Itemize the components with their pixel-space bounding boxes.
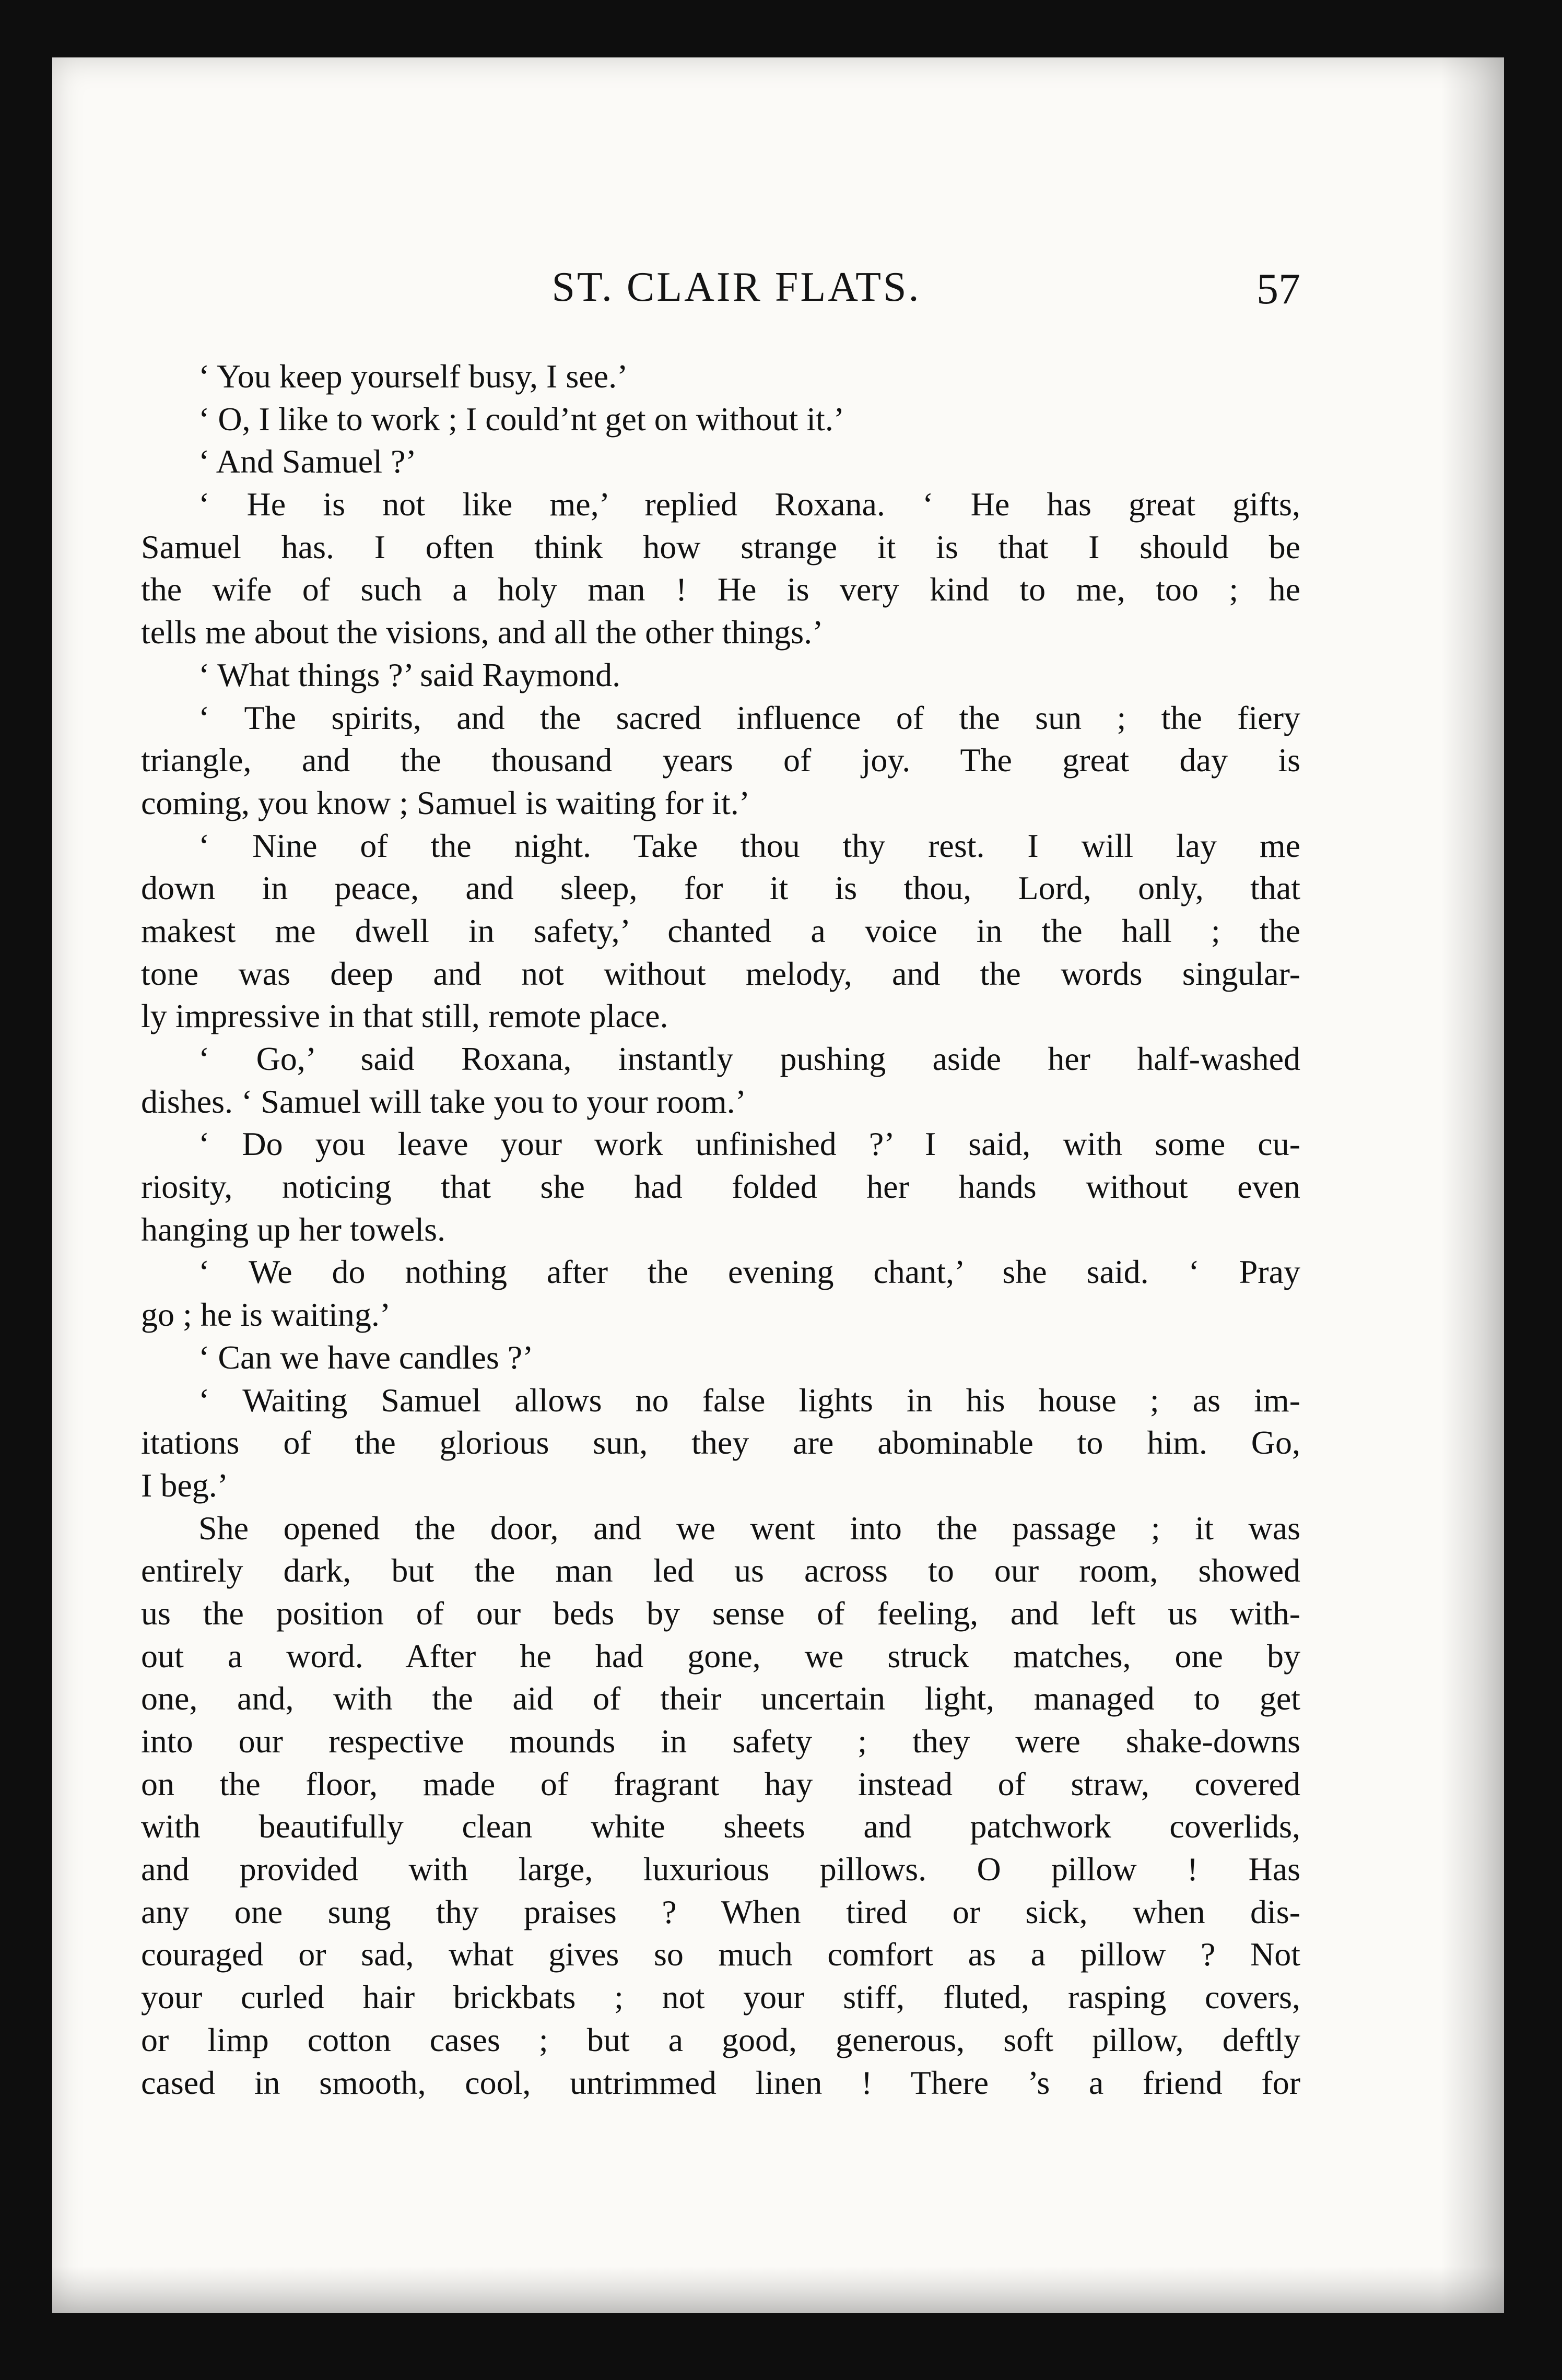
book-page [52, 57, 1504, 2313]
text-line: ‘ Nine of the night. Take thou thy rest. I will lay me [198, 827, 1300, 864]
text-line: with beautifully clean white sheets and patchwork coverlids, [141, 1808, 1300, 1845]
text-line: ‘ You keep yourself busy, I see.’ [198, 358, 628, 395]
text-line: triangle, and the thousand years of joy. The great day is [141, 741, 1300, 779]
body-text [141, 355, 1300, 2104]
text-line: hanging up her towels. [141, 1210, 445, 1248]
page-edge-shadow-right [1441, 57, 1504, 2313]
text-line: ‘ O, I like to work ; I could’nt get on without it.’ [198, 400, 845, 438]
text-line: ‘ We do nothing after the evening chant,’ she said. ‘ Pray [198, 1253, 1300, 1291]
text-line: ‘ Can we have candles ?’ [198, 1338, 534, 1376]
text-line: cased in smooth, cool, untrimmed linen ! There ’s a friend for [141, 2064, 1300, 2101]
text-line: go ; he is waiting.’ [141, 1296, 391, 1334]
text-line: into our respective mounds in safety ; they were shake-downs [141, 1723, 1300, 1760]
text-line: down in peace, and sleep, for it is thou, Lord, only, that [141, 869, 1300, 907]
text-line: dishes. ‘ Samuel will take you to your room.’ [141, 1082, 746, 1120]
text-line: ‘ Waiting Samuel allows no false lights in his house ; as im- [198, 1381, 1300, 1419]
text-line: tone was deep and not without melody, and the words singular- [141, 955, 1300, 992]
running-title: ST. CLAIR FLATS. [551, 264, 921, 310]
page-header [172, 264, 1300, 326]
text-line: ‘ Go,’ said Roxana, instantly pushing aside her half-washed [198, 1040, 1300, 1077]
text-line: any one sung thy praises ? When tired or sick, when dis- [141, 1893, 1300, 1930]
text-line: and provided with large, luxurious pillows. O pillow ! Has [141, 1851, 1300, 1888]
text-line: ly impressive in that still, remote place. [141, 997, 668, 1035]
text-line: or limp cotton cases ; but a good, generous, soft pillow, deftly [141, 2021, 1300, 2058]
text-line: She opened the door, and we went into the passage ; it was [198, 1509, 1300, 1547]
text-line: makest me dwell in safety,’ chanted a voice in the hall ; the [141, 912, 1300, 949]
text-line: ‘ What things ?’ said Raymond. [198, 656, 621, 693]
text-line: on the floor, made of fragrant hay instead of straw, covered [141, 1765, 1300, 1802]
text-line: itations of the glorious sun, they are abominable to him. Go, [141, 1424, 1300, 1462]
text-line: one, and, with the aid of their uncertain light, managed to get [141, 1680, 1300, 1717]
text-line: entirely dark, but the man led us across to our room, showed [141, 1552, 1300, 1589]
text-line: ‘ He is not like me,’ replied Roxana. ‘ He has great gifts, [198, 486, 1300, 523]
text-line: coming, you know ; Samuel is waiting for it.’ [141, 784, 750, 821]
text-line: out a word. After he had gone, we struck matches, one by [141, 1637, 1300, 1675]
text-line: us the position of our beds by sense of feeling, and left us with- [141, 1594, 1300, 1632]
page-number: 57 [1256, 265, 1300, 313]
text-line: ‘ Do you leave your work unfinished ?’ I said, with some cu- [198, 1125, 1300, 1163]
text-line: tells me about the visions, and all the other things.’ [141, 614, 824, 651]
text-line: ‘ And Samuel ?’ [198, 443, 417, 480]
text-line: couraged or sad, what gives so much comfort as a pillow ? Not [141, 1936, 1300, 1973]
page-edge-shadow-bottom [52, 2266, 1504, 2313]
text-line: the wife of such a holy man ! He is very kind to me, too ; he [141, 571, 1300, 608]
text-line: riosity, noticing that she had folded her hands without even [141, 1168, 1300, 1206]
text-line: your curled hair brickbats ; not your stiff, fluted, rasping covers, [141, 1978, 1300, 2016]
text-line: I beg.’ [141, 1466, 229, 1504]
text-line: ‘ The spirits, and the sacred influence of the sun ; the fiery [198, 699, 1300, 736]
text-line: Samuel has. I often think how strange it is that I should be [141, 528, 1300, 565]
